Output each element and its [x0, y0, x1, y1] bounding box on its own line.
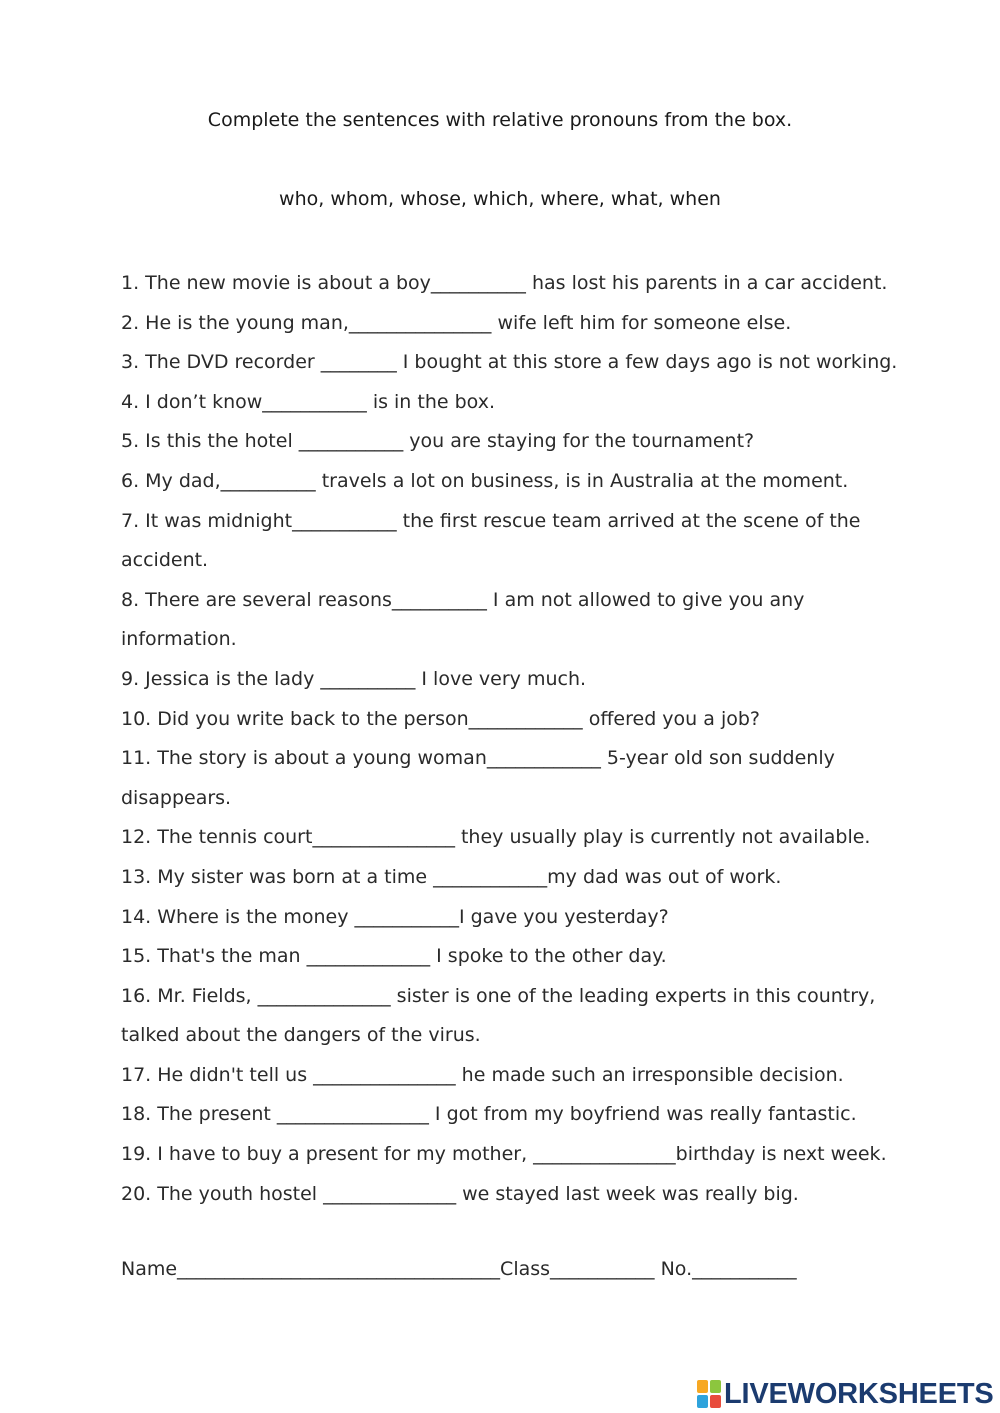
sentence-line: 17. He didn't tell us _______________ he made such an irresponsible decision. [121, 1063, 844, 1086]
sentence-line: 14. Where is the money ___________I gave you yesterday? [121, 905, 669, 928]
sentence-line: 20. The youth hostel ______________ we stayed last week was really big. [121, 1182, 799, 1205]
logo-square-icon [697, 1380, 708, 1393]
sentence-line: 18. The present ________________ I got from my boyfriend was really fantastic. [121, 1103, 857, 1126]
sentence-line: 10. Did you write back to the person____________ offered you a job? [121, 707, 760, 730]
sentence-line: 16. Mr. Fields, ______________ sister is one of the leading experts in this country, [121, 984, 876, 1007]
sentence-line: 2. He is the young man,_______________ wife left him for someone else. [121, 311, 792, 334]
sentence-line: 4. I don’t know___________ is in the box. [121, 390, 495, 413]
logo-text: LIVEWORKSHEETS [724, 1377, 994, 1410]
liveworksheets-logo [697, 1378, 994, 1410]
sentence-line: 5. Is this the hotel ___________ you are staying for the tournament? [121, 430, 755, 453]
liveworksheets-logo-icon [697, 1380, 721, 1408]
sentence-line: 9. Jessica is the lady __________ I love very much. [121, 667, 587, 690]
sentence-line: 1. The new movie is about a boy__________ has lost his parents in a car accident. [121, 272, 888, 294]
sentence-line: talked about the dangers of the virus. [121, 1024, 481, 1047]
sentence-line: information. [121, 628, 237, 651]
sentence-line: 15. That's the man _____________ I spoke to the other day. [121, 945, 667, 968]
logo-square-icon [710, 1380, 721, 1393]
sentence-line: 12. The tennis court_______________ they usually play is currently not available. [121, 826, 871, 849]
student-info-line: Name__________________________________Class___________ No.___________ [121, 1258, 797, 1280]
sentence-line: 7. It was midnight___________ the first rescue team arrived at the scene of the [121, 509, 861, 532]
instruction-heading: Complete the sentences with relative pronouns from the box. [207, 109, 793, 131]
sentence-line: 13. My sister was born at a time ____________my dad was out of work. [121, 865, 782, 888]
sentence-line: disappears. [121, 786, 232, 809]
sentence-line: 19. I have to buy a present for my mother, _______________birthday is next week. [121, 1143, 887, 1166]
sentence-line: 8. There are several reasons__________ I am not allowed to give you any [121, 588, 805, 611]
sentence-line: 3. The DVD recorder ________ I bought at this store a few days ago is not working. [121, 351, 898, 374]
sentence-line: 11. The story is about a young woman____________ 5-year old son suddenly [121, 747, 835, 770]
sentence-line: 6. My dad,__________ travels a lot on business, is in Australia at the moment. [121, 469, 849, 492]
logo-square-icon [710, 1395, 721, 1408]
word-box: who, whom, whose, which, where, what, when [279, 188, 721, 210]
logo-square-icon [697, 1395, 708, 1408]
sentence-list [121, 264, 898, 1214]
sentence-line: accident. [121, 549, 209, 572]
